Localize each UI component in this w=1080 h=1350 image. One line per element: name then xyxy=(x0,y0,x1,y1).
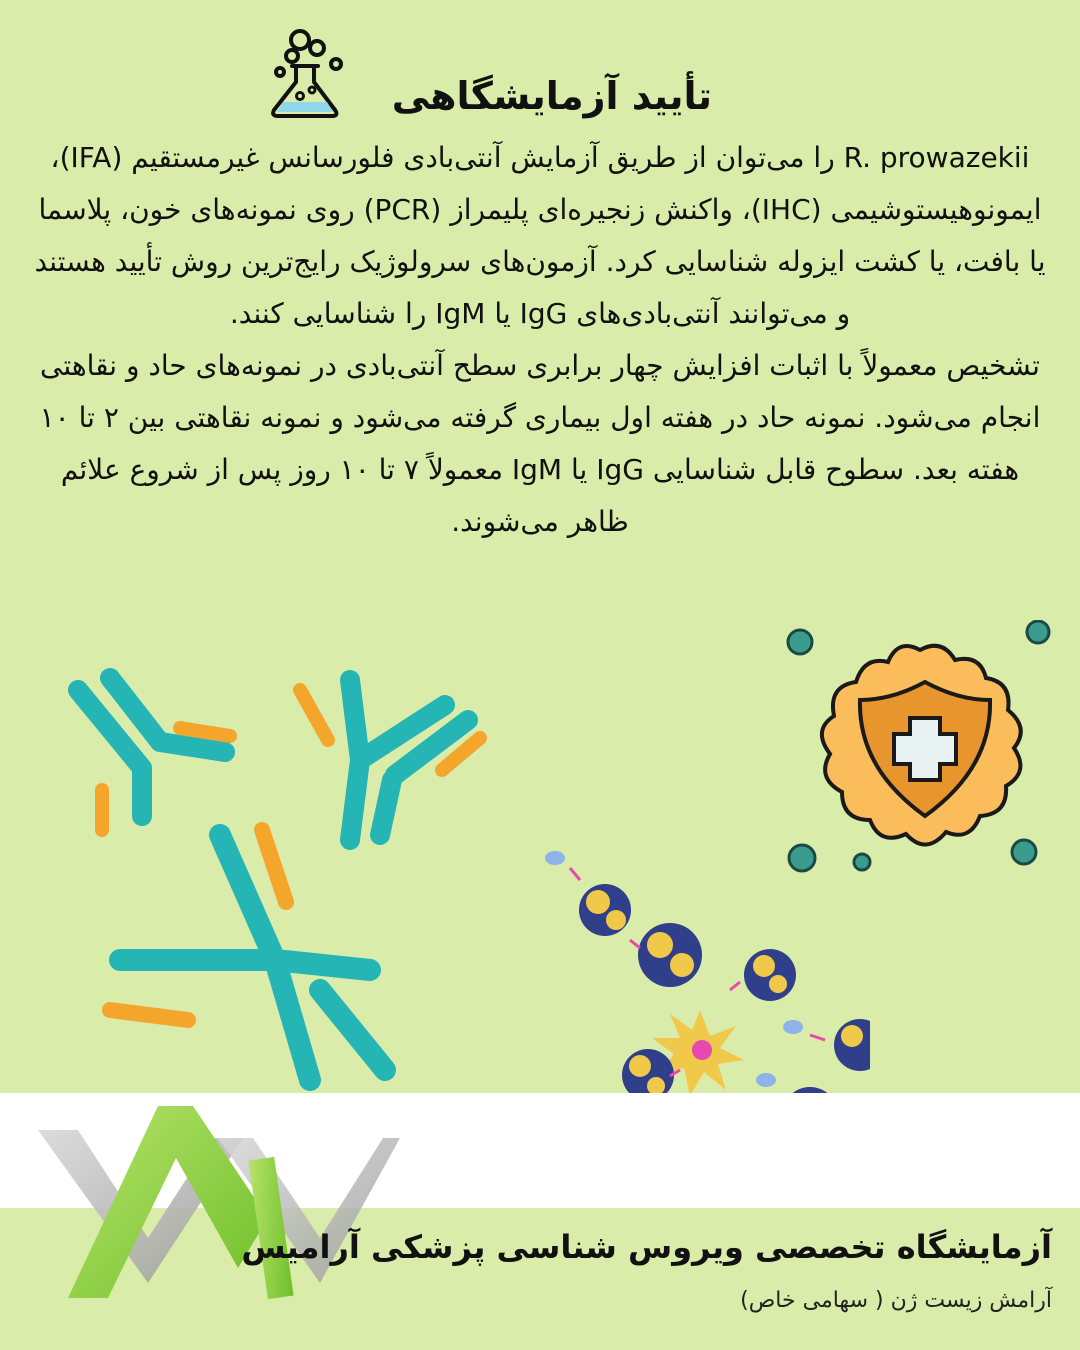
page-title: تأیید آزمایشگاهی xyxy=(391,74,712,118)
body-text xyxy=(30,132,1050,548)
lab-name: آزمایشگاه تخصصی ویروس شناسی پزشکی آرامیس xyxy=(241,1228,1052,1266)
antibody-icon xyxy=(50,660,520,1110)
flask-icon xyxy=(262,26,352,122)
paragraph-diagnosis: تشخیص معمولاً با اثبات افزایش چهار برابری سطح آنتی‌بادی در نمونه‌های حاد و نقاهتی انجام می‌شود. نمونه حاد در هفته اول بیماری گرفته می‌شود و نمونه نقاهتی بین ۲ تا ۱۰ هفته بعد. سطوح قابل شناسایی IgG یا IgM معمولاً ۷ تا ۱۰ روز پس از شروع علائم ظاهر می‌شوند. xyxy=(39,349,1041,538)
aramis-logo xyxy=(28,1098,408,1308)
company-name: آرامش زیست ژن ( سهامی خاص) xyxy=(740,1288,1052,1313)
paragraph-methods: R. prowazekii را می‌توان از طریق آزمایش آنتی‌بادی فلورسانس غیرمستقیم (IFA)، ایمونوهیستوشیمی (IHC)، واکنش زنجیره‌ای پلیمراز (PCR) روی نمونه‌های خون، پلاسما یا بافت، یا کشت ایزوله شناسایی کرد. آزمون‌های سرولوژیک رایج‌ترین روش تأیید هستند و می‌توانند آنتی‌بادی‌های IgG یا IgM را شناسایی کنند. xyxy=(34,141,1046,330)
header xyxy=(0,12,1080,118)
